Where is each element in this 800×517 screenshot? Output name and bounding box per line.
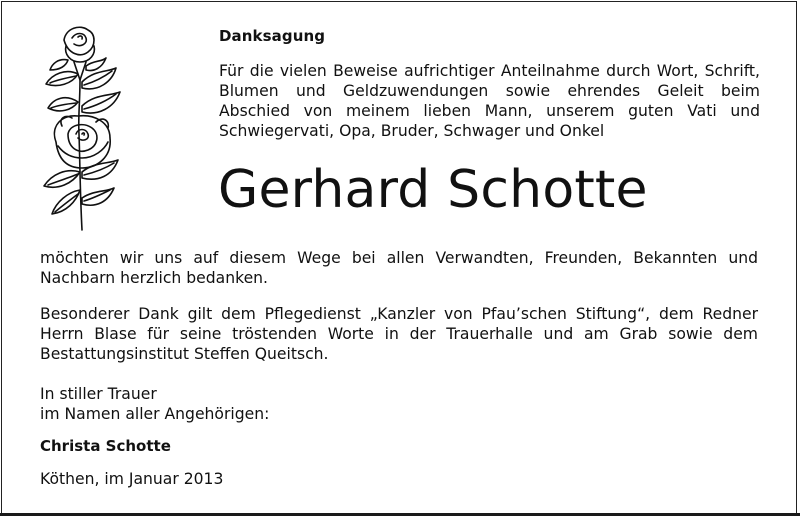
closing-line-2: im Namen aller Angehörigen:	[40, 405, 270, 423]
closing-block	[40, 384, 269, 424]
special-thanks-paragraph: Besonderer Dank gilt dem Pflegedienst „Kanzler von Pfau’schen Stiftung“, dem Redner Herrn Blase für seine tröstenden Worte in der Trauerhalle und am Grab sowie dem Bestattungsinstitut Steffen Queitsch.	[40, 305, 758, 363]
place-date: Köthen, im Januar 2013	[40, 470, 224, 488]
rose-icon	[36, 22, 132, 234]
intro-paragraph: Für die vielen Beweise aufrichtiger Anteilnahme durch Wort, Schrift, Blumen und Geldzuwendungen sowie ehrendes Geleit beim Abschied von meinem lieben Mann, unserem guten Vati und Schwiegervati, Opa, Bruder, Schwager und Onkel	[219, 62, 760, 140]
bottom-rule	[0, 513, 800, 516]
deceased-name: Gerhard Schotte	[218, 160, 648, 220]
heading-danksagung: Danksagung	[219, 27, 326, 45]
closing-line-1: In stiller Trauer	[40, 385, 157, 403]
thanks-paragraph: möchten wir uns auf diesem Wege bei allen Verwandten, Freunden, Bekannten und Nachbarn herzlich bedanken.	[40, 249, 758, 287]
signer-name: Christa Schotte	[40, 437, 171, 455]
